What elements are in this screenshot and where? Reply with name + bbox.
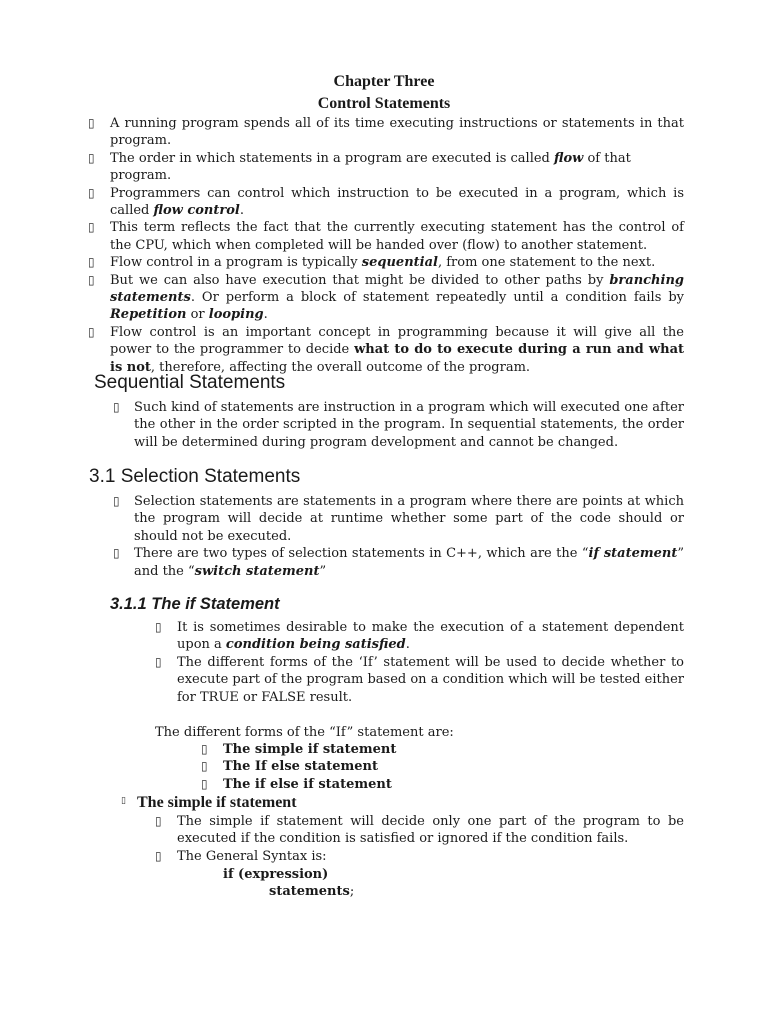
selection-list <box>113 493 684 580</box>
list-item <box>201 776 501 793</box>
bullet-icon: ▯ <box>201 759 208 774</box>
text: Flow control is an important concept in programming because it will give all the power to the programmer to decide <box>110 324 684 358</box>
text: or <box>186 307 209 323</box>
text: . <box>239 203 244 219</box>
sequential-list <box>113 399 684 451</box>
bullet-icon: ▯ <box>88 220 95 235</box>
text: ; <box>349 884 355 899</box>
if-paragraph-2: The different forms of the ‘If’ statement will be used to decide whether to execute part of the program based on a condition which will be tested either for TRUE or FALSE result. <box>177 654 684 705</box>
text: The order in which statements in a program are executed is called <box>110 150 555 166</box>
text: But we can also have execution that might be divided to other paths by <box>110 272 610 288</box>
code-line-if: if (expression) <box>223 867 329 882</box>
list-item <box>88 115 684 150</box>
emphasis-branching: branching statements <box>110 272 684 306</box>
text: of that program. <box>110 150 631 184</box>
emphasis-decide: what to do to execute during a run and what is not <box>110 342 684 375</box>
bullet-icon: ▯ <box>121 796 126 806</box>
text: Flow control in a program is typically <box>110 255 362 271</box>
bullet-icon: ▯ <box>88 272 95 287</box>
emphasis-repetition: Repetition <box>110 307 187 323</box>
text: There are two types of selection statements in C++, which are the “ <box>134 546 589 562</box>
forms-list <box>201 741 501 793</box>
intro-list <box>88 115 684 376</box>
simple-if-paragraph: The simple if statement will decide only one part of the program to be executed if the condition is satisfied or ignored if the condition fails. <box>177 814 684 847</box>
intro-paragraph-5 <box>110 254 684 271</box>
text: It is sometimes desirable to make the execution of a statement dependent upon a <box>177 620 684 653</box>
bullet-icon: ▯ <box>155 814 162 828</box>
bullet-icon: ▯ <box>88 324 95 339</box>
text: . <box>263 307 268 323</box>
sequential-paragraph: Such kind of statements are instruction in a program which will executed one after the other in the order scripted in the program. In sequential statements, the order will be determined during program development and cannot be changed. <box>134 400 684 450</box>
bullet-icon: ▯ <box>113 494 120 508</box>
text: . <box>405 637 410 653</box>
simple-if-list <box>155 813 684 865</box>
list-item <box>155 619 684 654</box>
selection-paragraph-2 <box>134 545 684 580</box>
section-heading-selection: 3.1 Selection Statements <box>89 466 301 487</box>
list-item <box>155 848 684 865</box>
emphasis-if-statement: if statement <box>588 546 678 562</box>
text: ” <box>319 563 327 579</box>
text: statements <box>269 884 350 899</box>
list-item <box>113 399 684 451</box>
chapter-title: Chapter Three <box>333 73 435 90</box>
text: . Or perform a block of statement repeatedly until a condition fails by <box>190 290 684 306</box>
emphasis-condition: condition being satisfied <box>225 637 406 653</box>
list-item <box>88 219 684 254</box>
bullet-icon: ▯ <box>88 185 95 200</box>
if-list <box>155 619 684 706</box>
selection-paragraph-1: Selection statements are statements in a program where there are points at which the program will decide at runtime whether some part of the code should or should not be executed. <box>134 494 684 544</box>
text: , from one statement to the next. <box>437 255 656 271</box>
form-item-if-else-if: The if else if statement <box>223 776 392 792</box>
list-item <box>88 272 684 324</box>
bullet-icon: ▯ <box>201 776 208 791</box>
list-item <box>201 758 501 775</box>
subsection-heading-if: 3.1.1 The if Statement <box>110 595 280 613</box>
emphasis-switch-statement: switch statement <box>194 563 320 579</box>
if-paragraph-1 <box>177 619 684 654</box>
intro-paragraph-6 <box>110 272 684 324</box>
list-item <box>155 654 684 706</box>
bullet-icon: ▯ <box>113 546 120 561</box>
bullet-icon: ▯ <box>155 654 162 669</box>
list-item <box>113 545 684 580</box>
text: Programmers can control which instruction to be executed in a program, which is called <box>110 185 684 219</box>
list-item <box>201 741 501 758</box>
subsection-heading-simple-if: The simple if statement <box>137 794 297 811</box>
list-item <box>113 493 684 545</box>
bullet-icon: ▯ <box>155 620 162 634</box>
emphasis-looping: looping <box>208 307 264 323</box>
forms-intro: The different forms of the “If” statement are: <box>155 725 454 740</box>
form-item-if-else: The If else statement <box>223 759 378 775</box>
intro-paragraph-7 <box>110 324 684 376</box>
intro-paragraph-3 <box>110 185 684 220</box>
intro-paragraph-4: This term reflects the fact that the currently executing statement has the control of the CPU, which when completed will be handed over (flow) to another statement. <box>110 220 684 253</box>
bullet-icon: ▯ <box>201 742 208 756</box>
emphasis-sequential: sequential <box>361 255 438 271</box>
chapter-subtitle: Control Statements <box>317 95 451 112</box>
intro-paragraph-1: A running program spends all of its time executing instructions or statements in that program. <box>110 116 684 149</box>
text: ” and the “ <box>134 546 684 579</box>
list-item <box>88 254 684 271</box>
list-item <box>88 150 684 185</box>
bullet-icon: ▯ <box>88 116 95 130</box>
list-item <box>88 185 684 220</box>
text: , therefore, affecting the overall outcome of the program. <box>150 359 531 375</box>
section-heading-sequential: Sequential Statements <box>94 372 286 393</box>
emphasis-flow-control: flow control <box>153 203 240 219</box>
list-item <box>88 324 684 376</box>
list-item <box>155 813 684 848</box>
code-line-statements <box>269 883 354 900</box>
syntax-label: The General Syntax is: <box>177 848 327 864</box>
emphasis-flow: flow <box>554 150 584 166</box>
bullet-icon: ▯ <box>88 255 95 270</box>
form-item-simple-if: The simple if statement <box>223 742 397 757</box>
bullet-icon: ▯ <box>155 848 162 863</box>
bullet-icon: ▯ <box>113 400 120 414</box>
intro-paragraph-2 <box>110 150 684 185</box>
bullet-icon: ▯ <box>88 150 95 165</box>
